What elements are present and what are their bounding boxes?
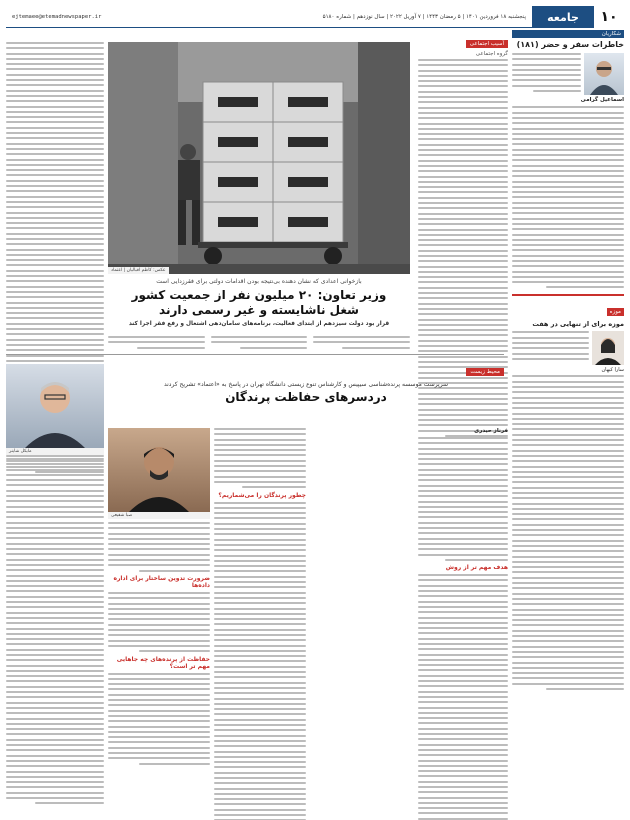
issue-date: پنجشنبه ۱۸ فروردین ۱۴۰۱ | ۵ رمضان ۱۴۴۳ | ۷ آوریل ۲۰۲۲ | سال نوزدهم | شماره ۵۱۸۰ bbox=[322, 13, 526, 20]
story-kicker: آسیب اجتماعی bbox=[466, 40, 508, 48]
dateline bbox=[6, 6, 532, 28]
right-column bbox=[512, 30, 624, 810]
story-overline: بازخوانی اعدادی که نشان دهنده بی‌نتیجه بودن اقدامات دولتی برای فقرزدایی است bbox=[156, 278, 362, 285]
headline-line-2: شغل ناشایسته و غیر رسمی دارند bbox=[159, 303, 359, 317]
lower-text-right bbox=[418, 428, 508, 810]
column-title: خاطرات سفر و حضر (۱۸۱) bbox=[516, 40, 624, 49]
portrait-michael bbox=[6, 364, 104, 448]
lower-far-left bbox=[6, 364, 104, 810]
lower-overline: سرپرست موسسه پرنده‌شناسی سیپیس و کارشناس تنوع زیستی دانشگاه تهران در پاسخ به «اعتماد» تشریح کردند bbox=[163, 381, 449, 388]
left-story-column bbox=[6, 42, 104, 332]
lower-subhead-1: چطور پرندگان را می‌شماریم؟ bbox=[218, 491, 306, 499]
headline-block bbox=[108, 278, 410, 334]
main-photo bbox=[108, 42, 410, 274]
photo-caption: عکس: کاظم اقبالیان | اعتماد bbox=[108, 267, 169, 274]
main-story-column bbox=[418, 30, 508, 330]
headline-strip-text bbox=[108, 336, 410, 352]
lower-subhead-4: هدف مهم تر از روش bbox=[445, 564, 508, 572]
story-subheadline: قرار بود دولت سیزدهم از ابتدای فعالیت، برنامه‌های سامان‌دهی اشتغال و رفع فقر اجرا کند bbox=[128, 321, 390, 327]
portrait-saba-caption: صبا شفیعی bbox=[108, 512, 210, 519]
headline-line-1: وزیر تعاون: ۲۰ میلیون نفر از جمعیت کشور bbox=[131, 288, 387, 302]
author-portrait bbox=[584, 53, 624, 95]
box2-portrait bbox=[592, 331, 624, 365]
lower-text-middle bbox=[214, 428, 306, 810]
lower-mid-left bbox=[108, 364, 210, 810]
page-header bbox=[6, 6, 624, 28]
box2-body bbox=[512, 375, 624, 690]
box2-author: سارا کیهان bbox=[601, 367, 624, 374]
portrait-saba bbox=[108, 428, 210, 512]
column-body bbox=[512, 106, 624, 288]
portrait-michael-caption: مایکل شاینر bbox=[6, 448, 104, 455]
box2-label: موزه bbox=[607, 308, 624, 316]
story-group: گروه اجتماعی bbox=[475, 51, 508, 57]
lower-headline: دردسرهای حفاظت پرندگان bbox=[225, 390, 387, 404]
lower-subhead-2: ضرورت تدوین ساختار برای اداره داده‌ها bbox=[113, 574, 210, 589]
lower-kicker: محیط زیست bbox=[466, 368, 504, 376]
section-label: جامعه bbox=[532, 6, 594, 28]
box2-title: موزه برای از تنهایی در هفت bbox=[532, 320, 624, 329]
section-divider bbox=[6, 354, 504, 355]
column-label: شکاریان bbox=[512, 30, 624, 38]
author-name: اسماعیل گرامی bbox=[580, 97, 624, 104]
market-porter-photo bbox=[108, 42, 410, 274]
email-link[interactable]: ejtemaee@etemadnewspaper.ir bbox=[12, 13, 102, 20]
lower-author: فرناز حیدری bbox=[474, 428, 508, 434]
page-number: ۱۰ bbox=[594, 6, 624, 28]
lower-subhead-3: حفاظت از پرنده‌های چه جاهایی مهم تر است؟ bbox=[116, 655, 210, 670]
